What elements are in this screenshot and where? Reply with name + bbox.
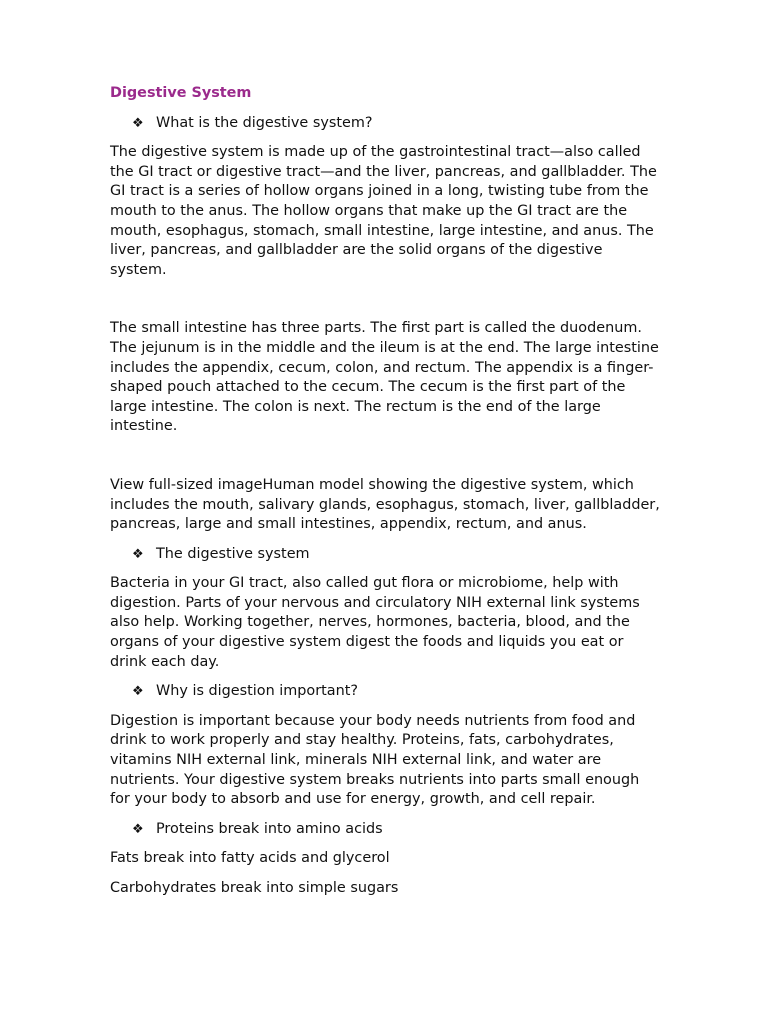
bullet-text: Why is digestion important? bbox=[156, 683, 359, 700]
bullet-item bbox=[132, 820, 662, 840]
diamond-bullet-icon: ❖ bbox=[132, 115, 144, 131]
paragraph: Carbohydrates break into simple sugars bbox=[110, 880, 399, 896]
bullet-text: Proteins break into amino acids bbox=[156, 820, 383, 837]
diamond-bullet-icon: ❖ bbox=[132, 546, 144, 562]
document-title: Digestive System bbox=[110, 85, 252, 101]
paragraph: The small intestine has three parts. The first part is called the duodenum. The jejunum is in the middle and the ileum is at the end. The large intestine includes the appendix, cecum, colon, and rectum. The appendix is a finger-shaped pouch attached to the cecum. The cecum is the first part of the large intestine. The colon is next. The rectum is the end of the large intestine. bbox=[110, 320, 659, 435]
paragraph: The digestive system is made up of the gastrointestinal tract—also called the GI tract or digestive tract—and the liver, pancreas, and gallbladder. The GI tract is a series of hollow organs joined in a long, twisting tube from the mouth to the anus. The hollow organs that make up the GI tract are the mouth, esophagus, stomach, small intestine, large intestine, and anus. The liver, pancreas, and gallbladder are the solid organs of the digestive system. bbox=[110, 144, 657, 278]
bullet-item bbox=[132, 114, 662, 134]
spacer bbox=[110, 290, 662, 319]
document-body bbox=[110, 84, 662, 909]
bullet-text: The digestive system bbox=[156, 545, 310, 562]
diamond-bullet-icon: ❖ bbox=[132, 821, 144, 837]
bullet-item bbox=[132, 545, 662, 565]
paragraph: Fats break into fatty acids and glycerol bbox=[110, 850, 390, 867]
spacer bbox=[110, 447, 662, 476]
paragraph: Bacteria in your GI tract, also called gut flora or microbiome, help with digestion. Parts of your nervous and circulatory NIH external link systems also help. Working together, nerves, hormones, bacteria, blood, and the organs of your digestive system digest the foods and liquids you eat or drink each day. bbox=[110, 575, 640, 670]
paragraph: Digestion is important because your body needs nutrients from food and drink to work properly and stay healthy. Proteins, fats, carbohydrates, vitamins NIH external link, minerals NIH external link, and water are nutrients. Your digestive system breaks nutrients into parts small enough for your body to absorb and use for energy, growth, and cell repair. bbox=[110, 712, 640, 808]
paragraph: View full-sized imageHuman model showing the digestive system, which includes the mouth, salivary glands, esophagus, stomach, liver, gallbladder, pancreas, large and small intestines, appendix, rectum, and anus. bbox=[110, 476, 660, 533]
diamond-bullet-icon: ❖ bbox=[132, 684, 144, 700]
bullet-item bbox=[132, 682, 662, 702]
bullet-text: What is the digestive system? bbox=[156, 114, 373, 131]
